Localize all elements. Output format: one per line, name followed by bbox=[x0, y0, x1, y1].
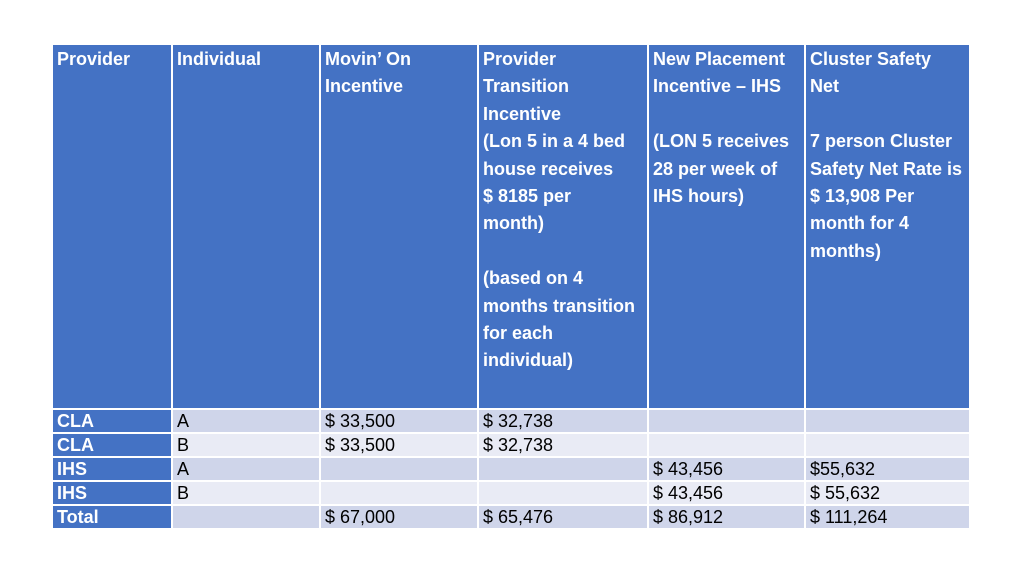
cell-safety-net bbox=[805, 433, 970, 457]
header-line: Provider bbox=[57, 49, 131, 69]
cell-transition: $ 32,738 bbox=[478, 409, 648, 433]
table-row bbox=[52, 433, 970, 457]
cell-movin-on: $ 33,500 bbox=[320, 433, 478, 457]
cell-placement bbox=[648, 409, 805, 433]
table-row bbox=[52, 409, 970, 433]
header-line bbox=[810, 101, 965, 128]
header-line: Cluster Safety bbox=[810, 49, 932, 69]
cell-provider: CLA bbox=[52, 433, 172, 457]
header-line: $ 8185 per bbox=[483, 186, 572, 207]
cell-individual: B bbox=[172, 481, 320, 505]
cell-placement bbox=[648, 433, 805, 457]
header-line: New Placement bbox=[653, 49, 786, 69]
incentive-table bbox=[51, 43, 971, 530]
header-line: IHS hours) bbox=[653, 186, 745, 207]
cell-individual: A bbox=[172, 457, 320, 481]
cell-movin-on: $ 33,500 bbox=[320, 409, 478, 433]
header-line: Provider bbox=[483, 49, 557, 69]
cell-safety-net: $ 55,632 bbox=[805, 481, 970, 505]
cell-individual bbox=[172, 505, 320, 529]
cell-provider: CLA bbox=[52, 409, 172, 433]
cell-transition bbox=[478, 481, 648, 505]
header-line: Incentive bbox=[325, 76, 404, 97]
cell-individual: B bbox=[172, 433, 320, 457]
cell-placement: $ 43,456 bbox=[648, 481, 805, 505]
cell-safety-net: $55,632 bbox=[805, 457, 970, 481]
header-cluster-safety-net bbox=[805, 44, 970, 409]
header-line: Net bbox=[810, 76, 840, 97]
cell-movin-on bbox=[320, 481, 478, 505]
cell-movin-on bbox=[320, 457, 478, 481]
header-line: Movin’ On bbox=[325, 49, 412, 69]
header-line bbox=[653, 101, 800, 128]
header-line: 28 per week of bbox=[653, 158, 778, 179]
header-new-placement-incentive bbox=[648, 44, 805, 409]
header-provider bbox=[52, 44, 172, 409]
header-line: Incentive – IHS bbox=[653, 76, 782, 97]
header-line: 7 person Cluster bbox=[810, 131, 953, 152]
header-line: months transition bbox=[483, 295, 635, 316]
header-provider-transition-incentive bbox=[478, 44, 648, 409]
header-line: (Lon 5 in a 4 bed bbox=[483, 131, 626, 152]
header-line: month) bbox=[483, 213, 544, 234]
cell-provider: Total bbox=[52, 505, 172, 529]
header-line: (based on 4 bbox=[483, 268, 584, 289]
table-row bbox=[52, 457, 970, 481]
header-line: Transition bbox=[483, 76, 570, 97]
cell-safety-net: $ 111,264 bbox=[805, 505, 970, 529]
header-individual bbox=[172, 44, 320, 409]
total-row bbox=[52, 505, 970, 529]
cell-individual: A bbox=[172, 409, 320, 433]
header-line: individual) bbox=[483, 350, 573, 371]
header-line bbox=[483, 238, 643, 265]
cell-placement: $ 86,912 bbox=[648, 505, 805, 529]
cell-placement: $ 43,456 bbox=[648, 457, 805, 481]
table-row bbox=[52, 481, 970, 505]
header-line: months) bbox=[810, 240, 881, 261]
header-line: Incentive bbox=[483, 103, 562, 124]
header-line: Safety Net Rate is bbox=[810, 158, 963, 179]
cell-transition: $ 32,738 bbox=[478, 433, 648, 457]
header-line: for each bbox=[483, 323, 554, 344]
cell-provider: IHS bbox=[52, 481, 172, 505]
header-line: (LON 5 receives bbox=[653, 131, 790, 152]
header-line: month for 4 bbox=[810, 213, 909, 234]
cell-provider: IHS bbox=[52, 457, 172, 481]
header-line: house receives bbox=[483, 158, 614, 179]
header-line: Individual bbox=[177, 49, 262, 69]
cell-movin-on: $ 67,000 bbox=[320, 505, 478, 529]
cell-safety-net bbox=[805, 409, 970, 433]
cell-transition: $ 65,476 bbox=[478, 505, 648, 529]
header-movin-on-incentive bbox=[320, 44, 478, 409]
cell-transition bbox=[478, 457, 648, 481]
header-row bbox=[52, 44, 970, 409]
header-line: $ 13,908 Per bbox=[810, 186, 915, 207]
